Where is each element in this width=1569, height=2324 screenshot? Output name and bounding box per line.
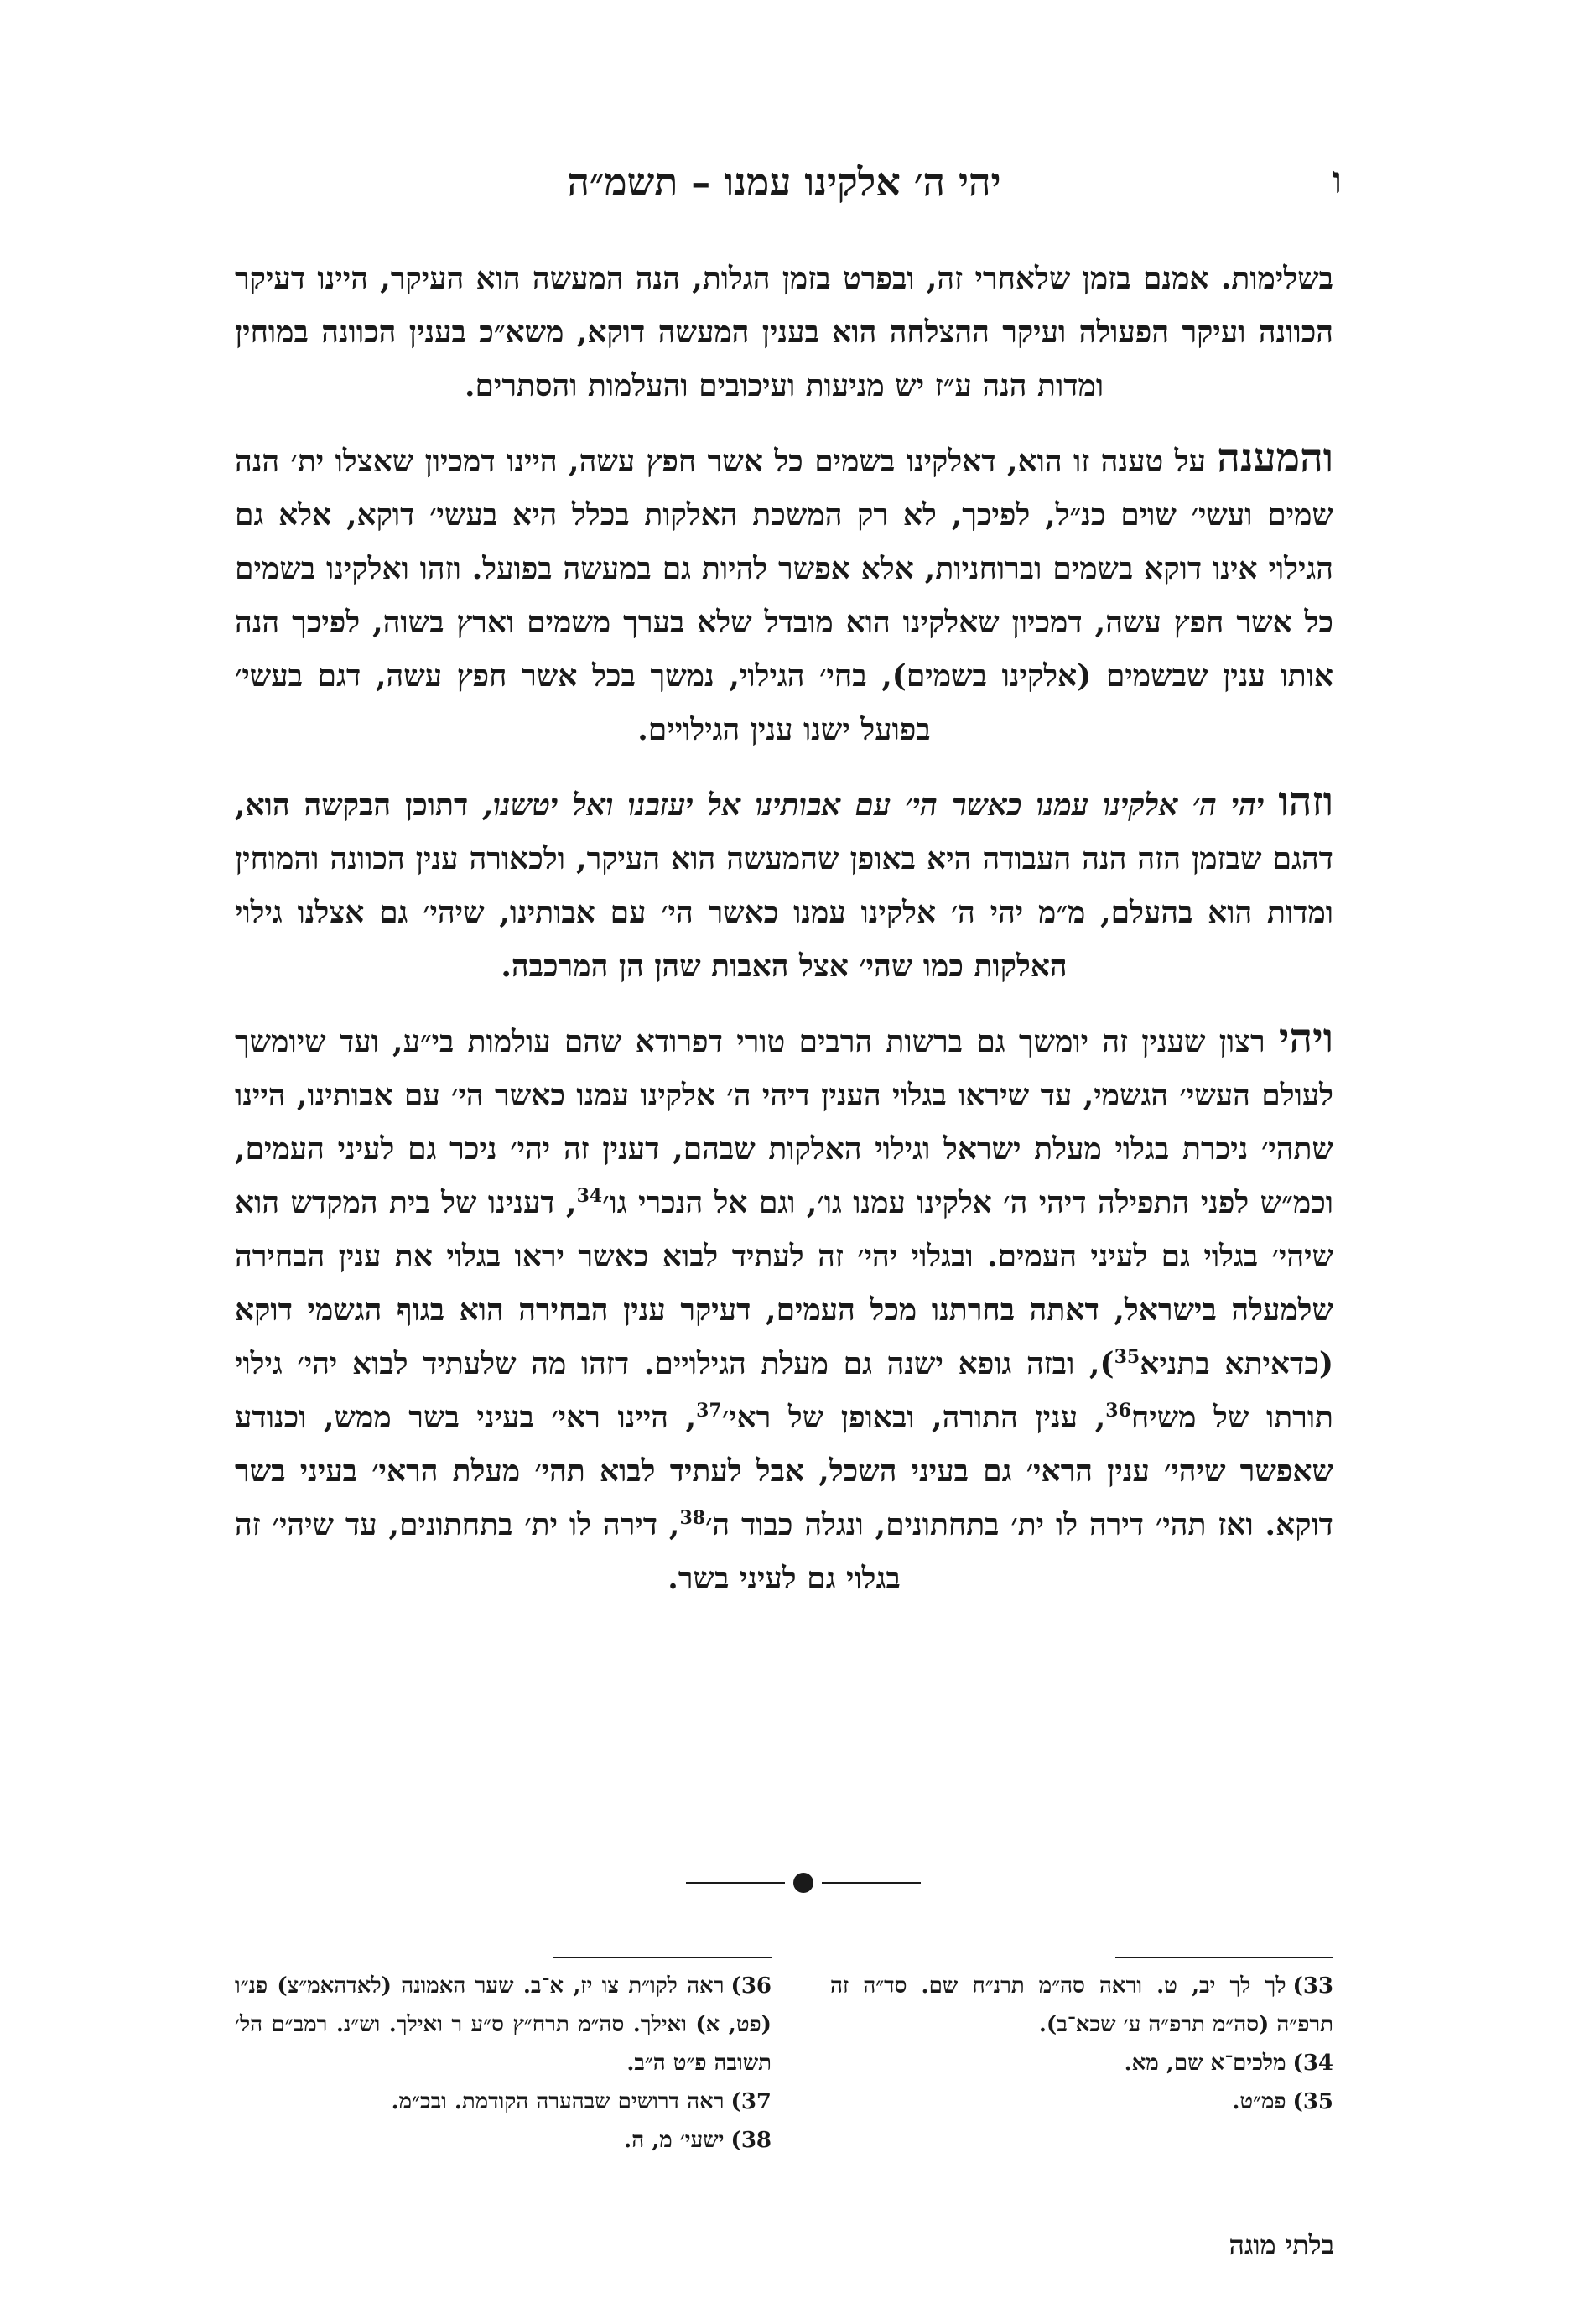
divider-line [822,1882,921,1884]
imprint-label: בלתי מוגה [1229,2229,1334,2261]
footnote-text: ישעי׳ מ, ה. [624,2128,725,2153]
paragraph-text: על טענה זו הוא, דאלקינו בשמים כל אשר חפץ עשה, היינו דמכיון שאצלו ית׳ הנה שמים ועשי׳ שוים כנ״ל, לפיכך, לא רק המשכת האלקות בכלל היא בעשי׳ דוקא, אלא גם הגילוי אינו דוקא בשמים וברוחניות, אלא אפשר להיות גם במעשה בפועל. וזהו ואלקינו בשמים כל אשר חפץ עשה, דמכיון שאלקינו הוא מובדל שלא בערך משמים וארץ בשוה, לפיכך הנה אותו ענין שבשמים (אלקינו בשמים), בחי׳ הגילוי, נמשך בכל אשר חפץ עשה, דגם בעשי׳ בפועל ישנו ענין הגילויים. [235,444,1333,747]
divider-line [686,1882,785,1884]
paragraph-text: בשלימות. אמנם בזמן שלאחרי זה, ובפרט בזמן הגלות, הנה המעשה הוא העיקר, היינו דעיקר הכוונה ועיקר הפעולה ועיקר ההצלחה הוא בענין המעשה דוקא, משא״כ בענין הכוונה במוחין ומדות הנה ע״ז יש מניעות ועיכובים והעלמות והסתרים. [235,261,1334,403]
footnote-number: 34) [1292,2051,1333,2076]
paragraph [235,252,1333,413]
footnote-ref[interactable]: 37 [696,1400,722,1422]
paragraph-text: , דענינו של בית המקדש הוא שיהי׳ בגלוי גם לעיני העמים. ובגלוי יהי׳ זה לעתיד לבוא כאשר יראו בגלוי את ענין הבחירה שלמעלה בישראל, דאתה בחרתנו מכל העמים, דעיקר ענין הבחירה הוא בגוף הגשמי דוקא (כדאיתא בתניא [235,1185,1334,1381]
footnote-text: ראה דרושים שבהערה הקודמת. ובכ״מ. [391,2089,725,2114]
footnote-number: 38) [730,2128,772,2153]
footnote-text: לך לך יב, ט. וראה סה״מ תרנ״ח שם. סד״ה זה תרפ״ה (סה״מ תרפ״ה ע׳ שכא־ב). [830,1973,1333,2037]
paragraph-text: , היינו ראי׳ בעיני בשר ממש, וכנודע שאפשר שיהי׳ ענין הראי׳ גם בעיני השכל, אבל לעתיד לבוא תהי׳ מעלת הראי׳ בעיני בשר דוקא. ואז תהי׳ דירה לו ית׳ בתחתונים, ונגלה כבוד ה׳ [235,1400,1333,1542]
footnote-text: מלכים־א שם, מא. [1124,2051,1286,2076]
paragraph-lead-word: והמענה [1217,434,1333,481]
page-number: ו [1332,159,1342,202]
footnotes-column-right [830,1967,1333,2121]
footnote-ref[interactable]: 36 [1105,1400,1131,1422]
paragraph [235,775,1333,993]
footnote-text: פמ״ט. [1232,2089,1286,2114]
footnote-rule [553,1957,772,1958]
footnotes-column-left [235,1967,772,2160]
paragraph-text: , ענין התורה, ובאופן של ראי׳ [721,1400,1106,1435]
section-divider [0,1870,1569,1895]
paragraph-lead-word: ויהי [1278,1015,1333,1062]
footnote [235,2121,772,2160]
paragraph-text: ), ובזה גופא ישנה גם מעלת הגילויים. דזהו מה שלעתיד לבוא יהי׳ גילוי תורתו של משיח [235,1346,1333,1435]
paragraph-text: , דירה לו ית׳ בתחתונים, עד שיהי׳ זה בגלוי גם לעיני בשר. [235,1507,901,1596]
running-title: יהי ה׳ אלקינו עמנו – תשמ״ה [567,159,1001,205]
footnote-number: 33) [1292,1973,1333,1999]
footnote-number: 36) [730,1973,772,1999]
paragraph-text: רצון שענין זה יומשך גם ברשות הרבים טורי דפרודא שהם עולמות בי״ע, ועד שיומשך לעולם העשי׳ הגשמי, עד שיראו בגלוי הענין דיהי ה׳ אלקינו עמנו כאשר הי׳ עם אבותינו, היינו שתהי׳ ניכרת בגלוי מעלת ישראל וגילוי האלקות שבהם, דענין זה יהי׳ ניכר גם לעיני העמים, וכמ״ש לפני התפילה דיהי ה׳ אלקינו עמנו גו׳, וגם אל הנכרי גו׳ [235,1024,1333,1220]
footnote-rule [1115,1957,1333,1958]
footnote-ref[interactable]: 35 [1114,1346,1140,1368]
verse-quote: יהי ה׳ אלקינו עמנו כאשר הי׳ עם אבותינו אל יעזבנו ואל יטשנו, [482,788,1265,823]
divider-dot [793,1873,813,1893]
footnote [235,2082,772,2121]
paragraph-text: דתוכן הבקשה הוא, דהגם שבזמן הזה הנה העבודה היא באופן שהמעשה הוא העיקר, ולכאורה ענין הכוונה והמוחין ומדות הוא בהעלם, מ״מ יהי ה׳ אלקינו עמנו כאשר הי׳ עם אבותינו, שיהי׳ גם אצלנו גילוי האלקות כמו שהי׳ אצל האבות שהן הן המרכבה. [235,788,1333,984]
paragraph [235,1011,1333,1605]
paragraph-lead-word: וזהו [1278,778,1333,825]
page-header [226,159,1342,218]
footnote [235,1967,772,2082]
footnote-ref[interactable]: 34 [576,1185,603,1207]
footnote-text: ראה לקו״ת צו יז, א־ב. שער האמונה (לאדהאמ״צ) פנ״ו (פט, א) ואילך. סה״מ תרח״ץ ס״ע ר ואילך. וש״נ. רמב״ם הל׳ תשובה פ״ט ה״ב. [235,1973,772,2076]
footnote-number: 35) [1292,2089,1333,2114]
footnote-number: 37) [730,2089,772,2114]
footnote-ref[interactable]: 38 [679,1507,706,1529]
footnote [830,2044,1333,2082]
footnote [830,1967,1333,2044]
paragraph [235,431,1333,756]
footnote [830,2082,1333,2121]
main-text [235,252,1333,1624]
